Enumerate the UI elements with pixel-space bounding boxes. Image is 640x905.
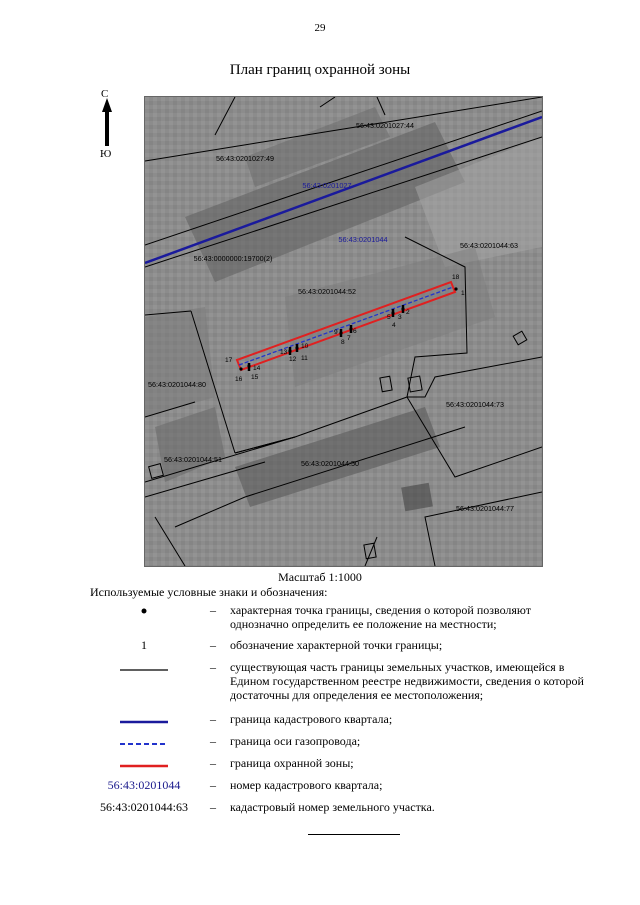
parcel-label: 56:43:0201027:49: [216, 154, 274, 163]
point-label: 12: [289, 356, 297, 363]
legend-dash: –: [210, 638, 216, 652]
legend-text: существующая часть границы земельных участков, имеющейся в Едином государственном реестре недвижимости, сведения о которой достаточны для определения ее местоположения;: [230, 660, 584, 702]
legend-text: граница оси газопровода;: [230, 734, 361, 748]
scale-text: Масштаб 1:1000: [278, 570, 362, 584]
legend-text: граница охранной зоны;: [230, 756, 354, 770]
north-label: С: [101, 88, 109, 100]
parcel-label: 56:43:0201044:80: [148, 380, 206, 389]
legend-item-gas-axis: [90, 734, 590, 750]
legend-item-point: [90, 603, 590, 633]
map-svg: [145, 97, 542, 566]
document-title: План границ охранной зоны: [229, 62, 411, 78]
legend-dash: –: [210, 603, 216, 617]
point-label: 3: [398, 314, 402, 321]
legend-item-existing-boundary: [90, 660, 590, 704]
legend-dash: –: [210, 660, 216, 674]
red-line-icon: [90, 759, 198, 773]
legend-item-quarter-number: [90, 778, 590, 794]
point-label: 4: [392, 322, 396, 329]
blue-dashed-line-icon: [90, 737, 198, 751]
quarter-number-symbol: 56:43:0201044: [107, 778, 181, 792]
legend-item-protection-zone: [90, 756, 590, 772]
point-label: 2: [406, 309, 410, 316]
point-label: 6: [353, 328, 357, 335]
point-label: 17: [225, 357, 233, 364]
parcel-label: 56:43:0201027:44: [356, 121, 414, 130]
point-label: 9: [334, 329, 338, 336]
legend-item-number: [90, 638, 590, 654]
parcel-label: 56:43:0201044:50: [301, 459, 359, 468]
legend-dash: –: [210, 778, 216, 792]
bottom-divider: [308, 834, 400, 835]
parcel-label: 56:43:0000000:19700(2): [193, 254, 273, 263]
point-number-symbol: 1: [141, 638, 147, 652]
page-number: 29: [314, 22, 326, 34]
legend-dash: –: [210, 800, 216, 814]
point-label: 15: [251, 374, 259, 381]
point-label: 1: [461, 290, 465, 297]
legend-text: граница кадастрового квартала;: [230, 712, 393, 726]
parcel-number-symbol: 56:43:0201044:63: [99, 800, 188, 814]
point-label: 14: [253, 365, 261, 372]
quarter-label: 56:43:0201027: [302, 181, 352, 190]
point-label: 8: [341, 339, 345, 346]
legend-dash: –: [210, 712, 216, 726]
legend-text: обозначение характерной точки границы;: [230, 638, 443, 652]
point-label: 5: [387, 314, 391, 321]
south-label: Ю: [100, 148, 112, 160]
point-label: 7: [347, 335, 351, 342]
parcel-label: 56:43:0201044:63: [460, 241, 518, 250]
legend-item-quarter-boundary: [90, 712, 590, 728]
black-line-icon: [90, 663, 198, 677]
legend-dash: –: [210, 734, 216, 748]
legend-text: номер кадастрового квартала;: [230, 778, 383, 792]
point-label: 13: [280, 349, 288, 356]
blue-line-icon: [90, 715, 198, 729]
point-label: 11: [301, 355, 308, 362]
legend-heading: Используемые условные знаки и обозначения:: [90, 585, 328, 599]
dot-icon: [90, 605, 198, 619]
legend-text: кадастровый номер земельного участка.: [230, 800, 435, 814]
parcel-label: 56:43:0201044:73: [446, 400, 504, 409]
map-image: [144, 96, 543, 567]
legend-item-parcel-number: [90, 800, 590, 816]
parcel-label: 56:43:0201044:52: [298, 287, 356, 296]
point-label: 16: [235, 376, 243, 383]
point-label: 18: [452, 274, 460, 281]
parcel-label: 56:43:0201044:77: [456, 504, 514, 513]
parcel-label: 56:43:0201044:51: [164, 455, 222, 464]
quarter-label: 56:43:0201044: [338, 235, 388, 244]
legend-text: характерная точка границы, сведения о которой позволяют однозначно определить ее положение на местности;: [230, 603, 531, 631]
legend-dash: –: [210, 756, 216, 770]
north-arrow: [96, 88, 118, 168]
point-label: 10: [301, 343, 309, 350]
